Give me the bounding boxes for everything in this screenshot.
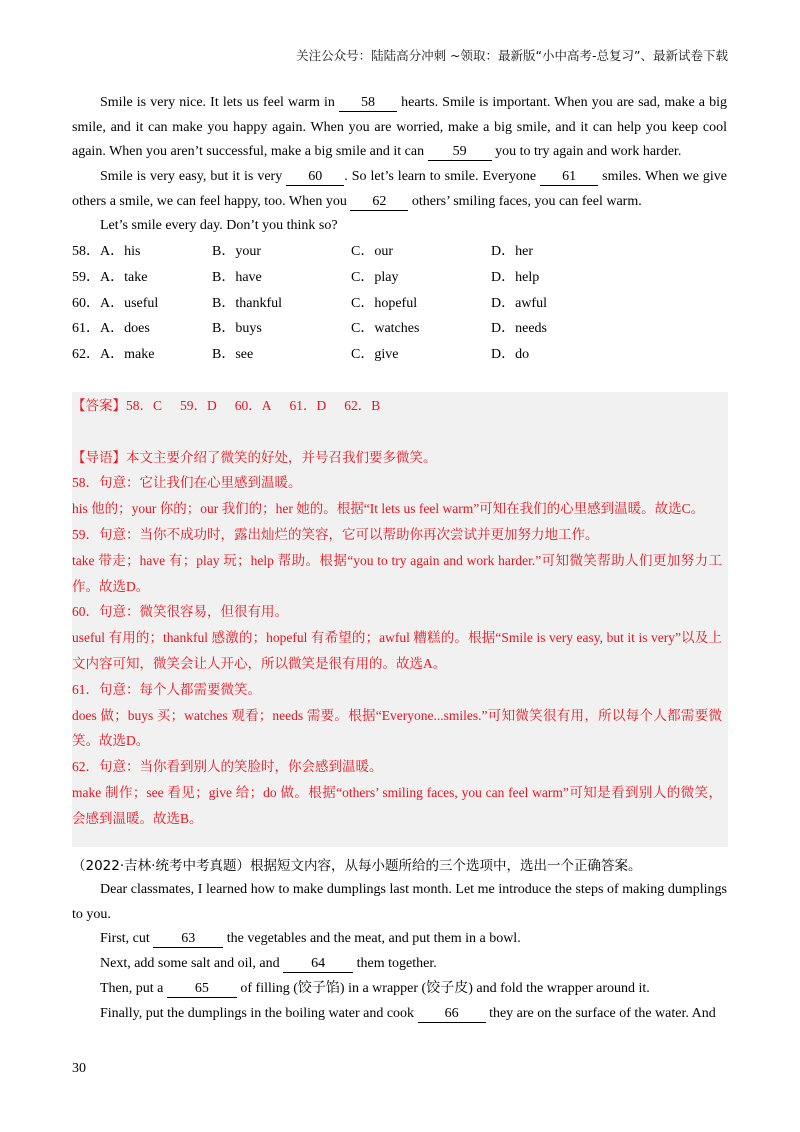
explanation-line: 62．句意：当你看到别人的笑脸时，你会感到温暖。 xyxy=(72,759,383,775)
answer-content xyxy=(72,393,722,832)
explanation-line: 60．句意：微笑很容易，但很有用。 xyxy=(72,604,288,620)
explanation-line: 58．句意：它让我们在心里感到温暖。 xyxy=(72,475,302,491)
explanation-line: 61．句意：每个人都需要微笑。 xyxy=(72,681,261,697)
explanation-line: 59．句意：当你不成功时，露出灿烂的笑容，它可以帮助你再次尝试并更加努力地工作。 xyxy=(72,526,599,542)
blank-64: 64 xyxy=(283,955,353,973)
passage2-step1: First, cut 63 the vegetables and the meat, and put them in a bowl. xyxy=(100,931,521,946)
blank-66: 66 xyxy=(418,1005,486,1023)
passage1-paragraph3: Let’s smile every day. Don’t you think so? xyxy=(100,218,338,233)
passage1-paragraph1: Smile is very nice. It lets us feel warm in 58 hearts. Smile is important. When you are sad, make a big smile, and it can make you happy again. When you are worried, make a big smile, and it can help you keep cool again. When you aren’t successful, make a big smile and it can 59 you to try again and work harder. xyxy=(72,95,728,159)
passage2-step2: Next, add some salt and oil, and 64 them together. xyxy=(100,956,437,971)
page-header: 关注公众号：陆陆高分冲刺 ~领取：最新版“小中高考-总复习”、最新试卷下载 xyxy=(296,48,728,63)
answer-key: 【答案】58．C 59．D 60．A 61．D 62．B xyxy=(72,398,381,413)
blank-58: 58 xyxy=(339,94,397,112)
passage1-paragraph2: Smile is very easy, but it is very 60 . So let’s learn to smile. Everyone 61 smiles. When we give others a smile, we can feel happy, too. When you 62 others’ smiling faces, you can feel warm. xyxy=(72,169,728,209)
explanation-line: does 做；buys 买；watches 观看；needs 需要。根据“Everyone...smiles.”可知微笑很有用，所以每个人都需要微笑。故选D。 xyxy=(72,707,722,749)
explanation-line: his 他的；your 你的；our 我们的；her 她的。根据“It lets us feel warm”可知在我们的心里感到温暖。故选C。 xyxy=(72,501,705,517)
passage2-step4: Finally, put the dumplings in the boiling water and cook 66 they are on the surface of the water. And xyxy=(100,1006,716,1021)
blank-59: 59 xyxy=(428,143,492,161)
blank-65: 65 xyxy=(167,980,237,998)
explanation-line: useful 有用的；thankful 感激的；hopeful 有希望的；awful 糟糕的。根据“Smile is very easy, but it is very”以及上文内容可知，微笑会让人开心，所以微笑是很有用的。故选A。 xyxy=(72,630,722,671)
answer-guide: 【导语】本文主要介绍了微笑的好处，并号召我们要多微笑。 xyxy=(72,449,437,465)
blank-62: 62 xyxy=(350,193,408,211)
source-note: （2022·吉林·统考中考真题）根据短文内容，从每小题所给的三个选项中，选出一个正确答案。 xyxy=(72,858,642,874)
blank-61: 61 xyxy=(540,168,598,186)
blank-63: 63 xyxy=(153,930,223,948)
explanation-line: take 带走；have 有；play 玩；help 帮助。根据“you to try again and work harder.”可知微笑帮助人们更加努力工作。故选D。 xyxy=(72,552,722,594)
passage2-intro: Dear classmates, I learned how to make dumplings last month. Let me introduce the steps of making dumplings to you. xyxy=(72,882,727,922)
passage2-step3: Then, put a 65 of filling (饺子馅) in a wrapper (饺子皮) and fold the wrapper around it. xyxy=(100,981,650,996)
page-number: 30 xyxy=(72,1061,86,1076)
explanation-line: make 制作；see 看见；give 给；do 做。根据“others’ smiling faces, you can feel warm”可知是看到别人的微笑，会感到温暖。故选B。 xyxy=(72,784,722,826)
blank-60: 60 xyxy=(286,168,344,186)
